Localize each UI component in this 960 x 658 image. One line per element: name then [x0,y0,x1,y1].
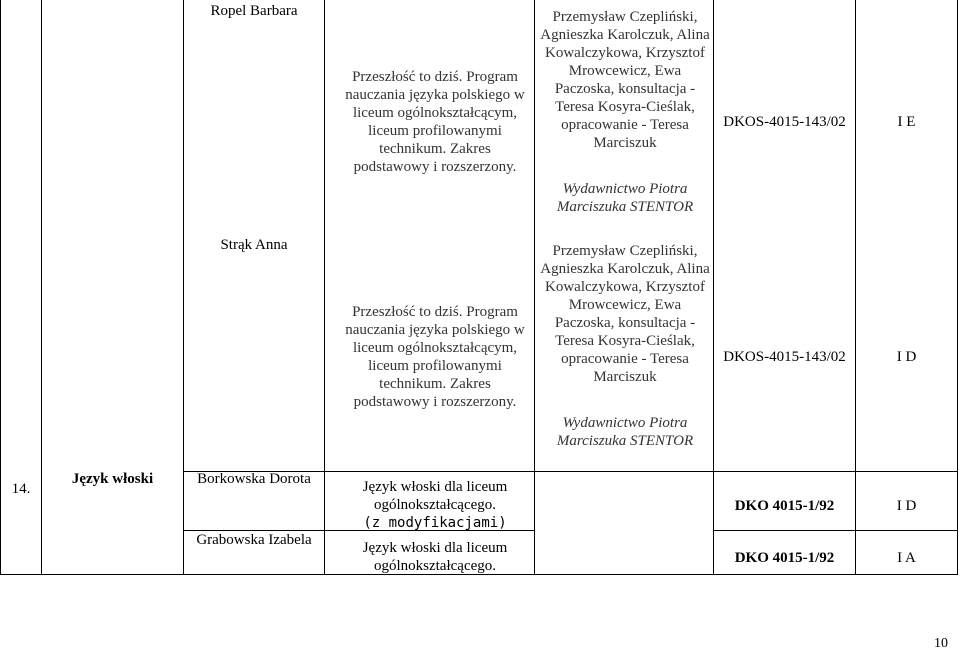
class-1: I E [897,114,916,130]
col-divider-code [855,0,856,574]
publisher-name-1: Wydawnictwo Piotra Marciszuka STENTOR [556,181,694,215]
program-text-1: Przeszłość to dziś. Program nauczania języka polskiego w liceum ogólnokształcącym, liceum profilowanymi technikum. Zakres podstawowy i rozszerzony. [345,69,525,175]
approval-code-3: DKO 4015-1/92 [734,498,835,514]
table-right-border [957,0,958,574]
program-note: (z modyfikacjami) [363,515,507,531]
row-number: 14. [11,481,31,497]
approval-code-1: DKOS-4015-143/02 [723,114,846,130]
col-divider-author [324,0,325,574]
subject-name: Język włoski [71,471,154,487]
col-divider-publisher [713,0,714,574]
publisher-name-2: Wydawnictwo Piotra Marciszuka STENTOR [556,415,694,449]
program-italian-1: Język włoski dla liceum ogólnokształcącego. [362,479,508,513]
program-italian-2: Język włoski dla liceum ogólnokształcącego. [362,540,508,574]
page-number: 10 [934,636,948,651]
author-strak: Strąk Anna [220,237,288,253]
author-grabowska: Grabowska Izabela [196,532,312,548]
publisher-authors-1: Przemysław Czepliński, Agnieszka Karolczuk, Alina Kowalczykowa, Krzysztof Mrowcewicz, Ewa Paczoska, konsultacja - Teresa Kosyra-Cieślak, opracowanie - Teresa Marciszuk [540,9,710,151]
author-borkowska: Borkowska Dorota [197,471,311,487]
class-3: I D [896,498,917,514]
approval-code-2: DKOS-4015-143/02 [723,349,846,365]
class-2: I D [896,349,917,365]
approval-code-4: DKO 4015-1/92 [734,550,835,566]
publisher-authors-2: Przemysław Czepliński, Agnieszka Karolczuk, Alina Kowalczykowa, Krzysztof Mrowcewicz, Ewa Paczoska, konsultacja - Teresa Kosyra-Cieślak, opracowanie - Teresa Marciszuk [540,243,710,385]
col-divider-program [534,0,535,574]
program-text-2: Przeszłość to dziś. Program nauczania języka polskiego w liceum ogólnokształcącym, liceum profilowanymi technikum. Zakres podstawowy i rozszerzony. [345,304,525,410]
table-left-border [0,0,1,574]
class-4: I A [897,550,916,566]
author-ropel: Ropel Barbara [210,3,298,19]
row-divider-14c [713,530,957,531]
